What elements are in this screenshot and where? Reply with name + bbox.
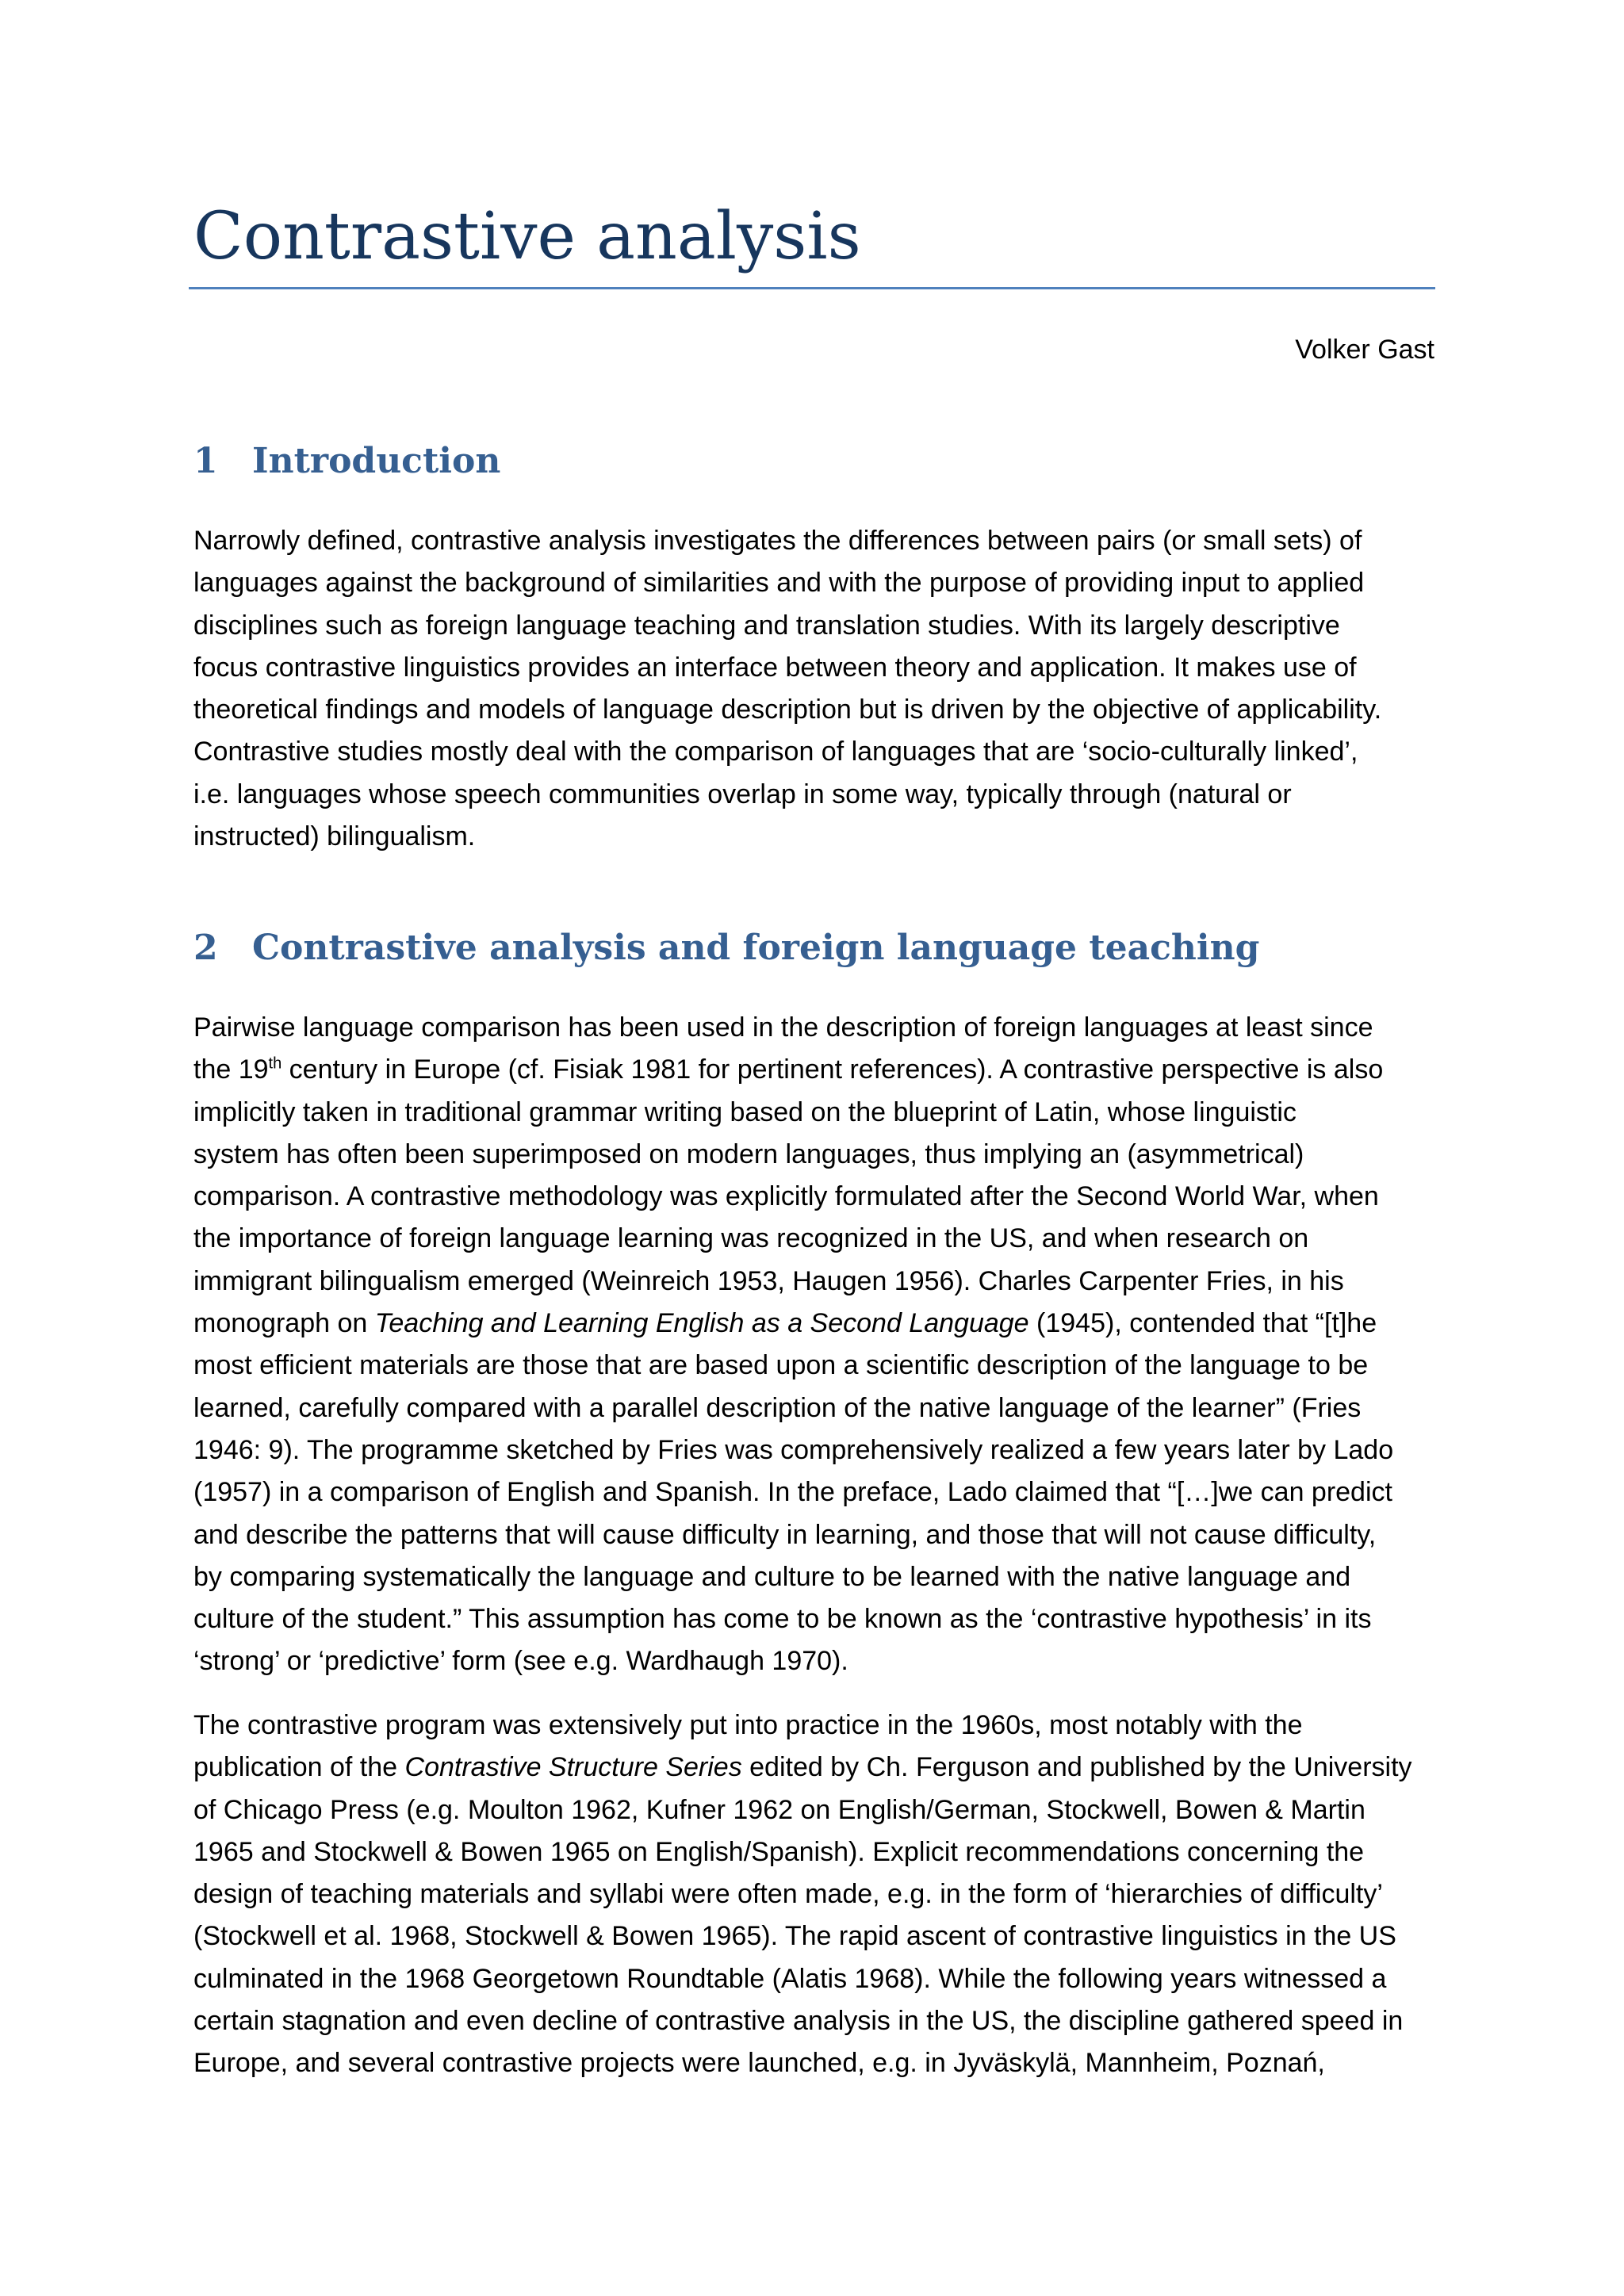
- text-segment: century in Europe (cf. Fisiak 1981 for pertinent references). A contrastive perspective is also: [282, 1054, 1384, 1085]
- text-line: [193, 1747, 1434, 1789]
- text-line: comparison. A contrastive methodology was explicitly formulated after the Second World War, when: [193, 1181, 1379, 1212]
- text-line: immigrant bilingualism emerged (Weinreich 1953, Haugen 1956). Charles Carpenter Fries, in his: [193, 1265, 1344, 1296]
- author-name: Volker Gast: [1295, 335, 1434, 365]
- section-number: 1: [193, 441, 218, 481]
- text-line: 1965 and Stockwell & Bowen 1965 on English/Spanish). Explicit recommendations concerning the: [193, 1836, 1365, 1867]
- text-line: The contrastive program was extensively put into practice in the 1960s, most notably with the: [193, 1710, 1303, 1740]
- text-line: theoretical findings and models of language description but is driven by the objective of applicability.: [193, 695, 1382, 725]
- text-line: certain stagnation and even decline of contrastive analysis in the US, the discipline gathered speed in: [193, 2006, 1404, 2037]
- paragraph: [193, 1007, 1434, 1683]
- paragraph: [193, 520, 1434, 858]
- text-line: (1957) in a comparison of English and Spanish. In the preface, Lado claimed that “[…]we can predict: [193, 1477, 1392, 1508]
- text-line: most efficient materials are those that are based upon a scientific description of the language to be: [193, 1350, 1369, 1381]
- title-underline: [189, 287, 1435, 289]
- text-line: [193, 1049, 1434, 1091]
- superscript: th: [268, 1054, 282, 1073]
- text-segment: publication of the: [193, 1752, 405, 1783]
- document-title: Contrastive analysis: [193, 199, 861, 274]
- text-line: culture of the student.” This assumption has come to be known as the ‘contrastive hypothesis’ in its: [193, 1604, 1372, 1635]
- text-line: 1946: 9). The programme sketched by Fries was comprehensively realized a few years later by Lado: [193, 1434, 1394, 1465]
- text-line: languages against the background of similarities and with the purpose of providing input to applied: [193, 568, 1365, 599]
- text-line: Narrowly defined, contrastive analysis investigates the differences between pairs (or small sets) of: [193, 526, 1362, 556]
- text-line: and describe the patterns that will cause difficulty in learning, and those that will not cause difficulty,: [193, 1519, 1377, 1550]
- text-line: (Stockwell et al. 1968, Stockwell & Bowen 1965). The rapid ascent of contrastive linguistics in the US: [193, 1921, 1396, 1952]
- paragraph: [193, 1705, 1434, 2085]
- text-line: disciplines such as foreign language teaching and translation studies. With its largely descriptive: [193, 610, 1340, 641]
- text-segment: the 19: [193, 1054, 269, 1085]
- text-line: i.e. languages whose speech communities overlap in some way, typically through (natural or: [193, 779, 1292, 809]
- text-line: culminated in the 1968 Georgetown Roundtable (Alatis 1968). While the following years witnessed a: [193, 1963, 1387, 1994]
- text-segment: edited by Ch. Ferguson and published by the University: [741, 1752, 1412, 1783]
- section-number: 2: [193, 928, 218, 968]
- text-line: by comparing systematically the language and culture to be learned with the native language and: [193, 1561, 1351, 1592]
- italic-title: Contrastive Structure Series: [404, 1752, 742, 1783]
- text-segment: (1945), contended that “[t]he: [1028, 1308, 1377, 1339]
- text-line: Europe, and several contrastive projects were launched, e.g. in Jyväskylä, Mannheim, Poznań,: [193, 2048, 1325, 2079]
- text-line: focus contrastive linguistics provides an interface between theory and application. It makes use of: [193, 652, 1357, 683]
- text-line: design of teaching materials and syllabi were often made, e.g. in the form of ‘hierarchies of difficulty’: [193, 1879, 1383, 1910]
- text-line: ‘strong’ or ‘predictive’ form (see e.g. Wardhaugh 1970).: [193, 1646, 848, 1677]
- section-title: Introduction: [252, 441, 501, 481]
- section-title: Contrastive analysis and foreign language teaching: [252, 928, 1260, 968]
- text-line: Contrastive studies mostly deal with the comparison of languages that are ‘socio-culturally linked’,: [193, 737, 1358, 767]
- text-line: instructed) bilingualism.: [193, 821, 476, 852]
- text-segment: monograph on: [193, 1308, 375, 1339]
- text-line: system has often been superimposed on modern languages, thus implying an (asymmetrical): [193, 1138, 1304, 1169]
- section-heading-introduction: [193, 438, 500, 485]
- text-line: [193, 1303, 1434, 1345]
- text-line: Pairwise language comparison has been used in the description of foreign languages at least since: [193, 1012, 1373, 1043]
- text-line: of Chicago Press (e.g. Moulton 1962, Kufner 1962 on English/German, Stockwell, Bowen & Martin: [193, 1794, 1365, 1825]
- text-line: implicitly taken in traditional grammar writing based on the blueprint of Latin, whose linguistic: [193, 1096, 1297, 1127]
- italic-title: Teaching and Learning English as a Second Language: [374, 1308, 1029, 1339]
- text-line: the importance of foreign language learning was recognized in the US, and when research on: [193, 1223, 1309, 1254]
- section-heading-foreign-language-teaching: [193, 924, 1259, 972]
- text-line: learned, carefully compared with a parallel description of the native language of the learner” (Fries: [193, 1392, 1362, 1423]
